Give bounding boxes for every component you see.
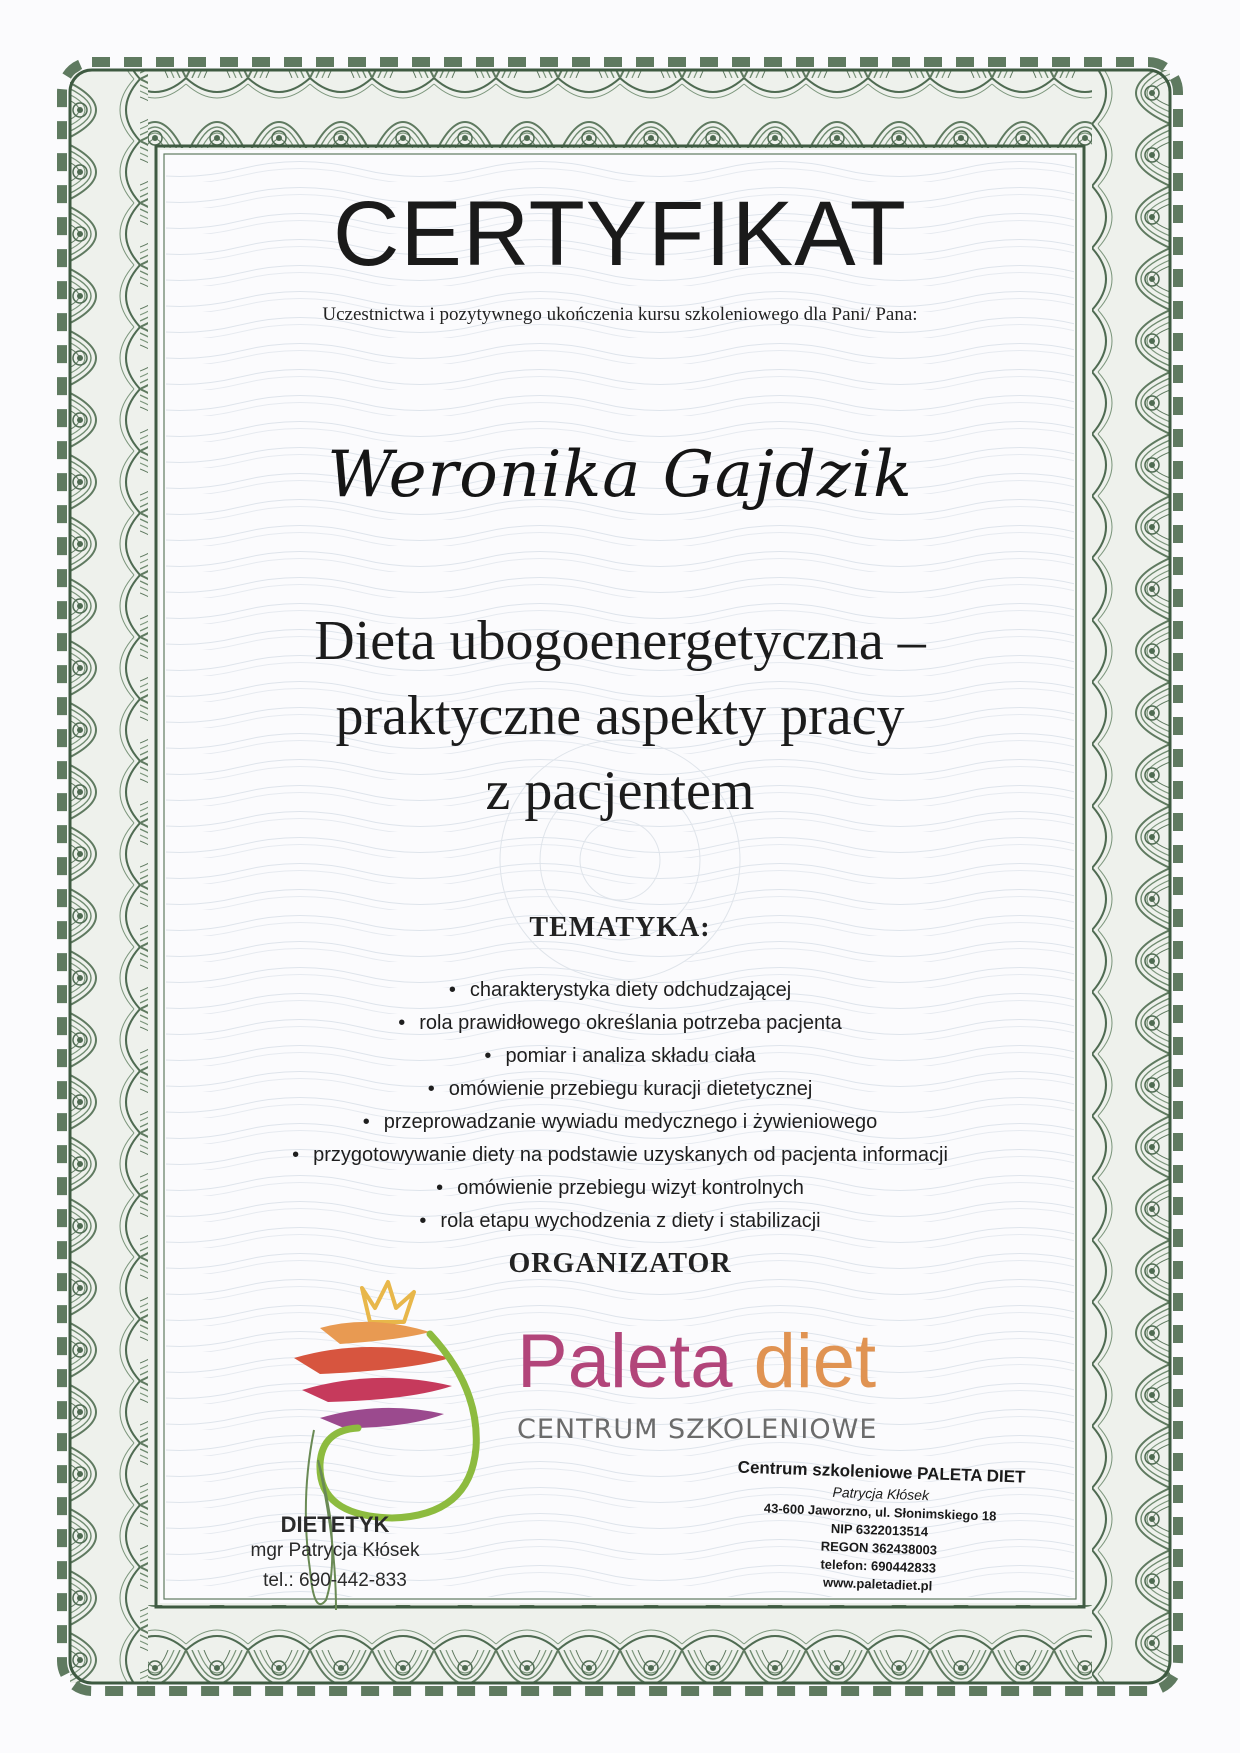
topic-item: • omówienie przebiegu wizyt kontrolnych xyxy=(0,1172,1240,1205)
recipient-name: Weronika Gajdzik xyxy=(327,438,913,512)
course-title xyxy=(0,604,1240,829)
dietitian-title: DIETETYK xyxy=(280,1512,390,1537)
stamp-company: Centrum szkoleniowe PALETA DIET xyxy=(737,1457,1026,1487)
stamp-address: 43-600 Jaworzno, ul. Słonimskiego 18 xyxy=(763,1500,997,1524)
stamp-phone: telefon: 690442833 xyxy=(820,1556,937,1576)
dietitian-name: mgr Patrycja Kłósek xyxy=(250,1540,420,1561)
topic-item: • omówienie przebiegu kuracji dietetycznej xyxy=(0,1073,1240,1106)
topic-item: • przeprowadzanie wywiadu medycznego i żywieniowego xyxy=(0,1106,1240,1139)
brand-name xyxy=(517,1318,876,1405)
topics-list xyxy=(0,974,1240,1238)
stamp-person: Patrycja Kłósek xyxy=(832,1483,930,1504)
stamp-nip: NIP 6322013514 xyxy=(830,1520,929,1540)
topic-item: • rola etapu wychodzenia z diety i stabilizacji xyxy=(0,1205,1240,1238)
dietitian-block xyxy=(220,1512,450,1592)
topic-item: • pomiar i analiza składu ciała xyxy=(0,1040,1240,1073)
brand-name-second: diet xyxy=(753,1319,877,1404)
course-title-line: Dieta ubogoenergetyczna – xyxy=(314,610,926,672)
course-title-line: z pacjentem xyxy=(485,760,755,822)
company-stamp xyxy=(687,1456,1071,1598)
stamp-regon: REGON 362438003 xyxy=(820,1538,938,1558)
topic-item: • przygotowywanie diety na podstawie uzyskanych od pacjenta informacji xyxy=(0,1139,1240,1172)
organizer-heading: ORGANIZATOR xyxy=(508,1248,732,1279)
dietitian-phone: tel.: 690-442-833 xyxy=(263,1570,407,1591)
stamp-website: www.paletadiet.pl xyxy=(822,1574,933,1594)
brand-name-first: Paleta xyxy=(517,1319,733,1404)
topic-item: • charakterystyka diety odchudzającej xyxy=(0,974,1240,1007)
topics-heading: TEMATYKA: xyxy=(529,912,711,943)
certificate-subtitle: Uczestnictwa i pozytywnego ukończenia kursu szkoleniowego dla Pani/ Pana: xyxy=(322,304,918,325)
course-title-line: praktyczne aspekty pracy xyxy=(335,685,905,747)
certificate-title: CERTYFIKAT xyxy=(333,183,907,285)
topic-item: • rola prawidłowego określania potrzeba pacjenta xyxy=(0,1007,1240,1040)
brand-tagline: CENTRUM SZKOLENIOWE xyxy=(517,1414,878,1445)
